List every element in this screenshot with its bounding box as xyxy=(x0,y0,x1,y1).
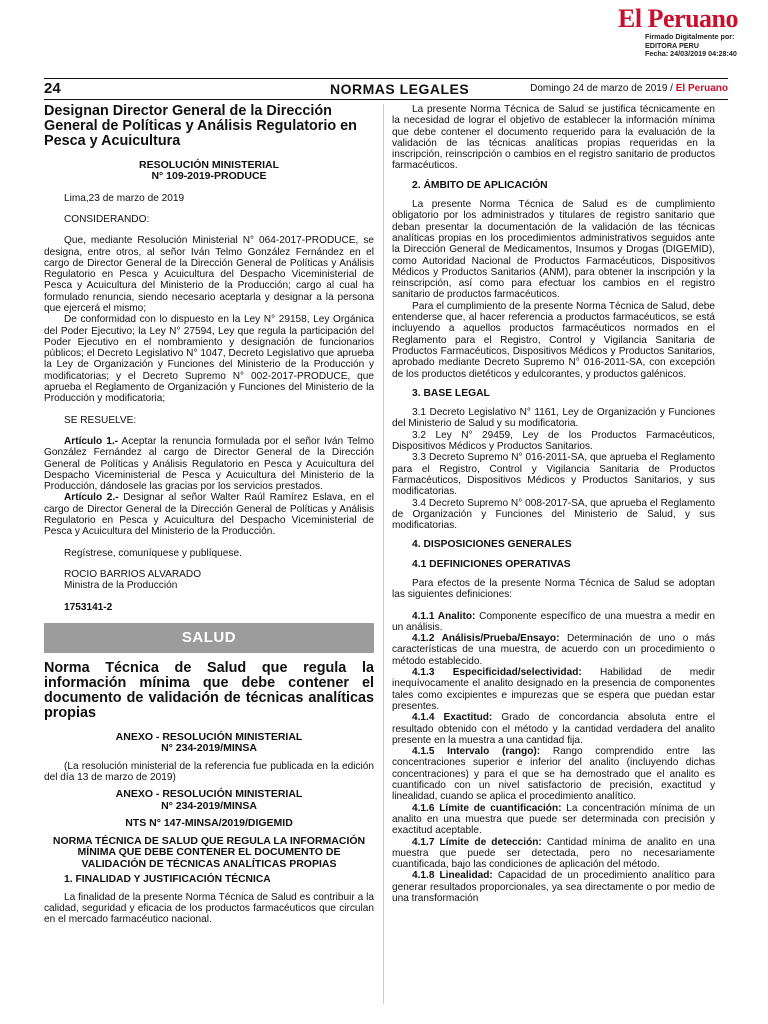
section-title: NORMAS LEGALES xyxy=(330,81,470,97)
definition-text: Habilidad de medir inequívocamente el analito designado en la presencia de componentes tales como excipientes e impurezas que se espera que puedan estar presentes. xyxy=(392,667,715,712)
article-2-label: Artículo 2.- xyxy=(64,492,119,504)
paragraph: De conformidad con lo dispuesto en la Ley N° 29158, Ley Orgánica del Poder Ejecutivo; la Ley N° 27594, Ley que regula la participación del Poder Ejecutivo en el nombramiento y designación de funcionarios públicos; el Decreto Legislativo N° 1047, Decreto Legislativo que aprueba la Ley de Organización y Funciones del Ministerio de la Producción y modificatorias; y el Decreto Supremo N° 002-2017-PRODUCE, que aprueba el Reglamento de Organización y Funciones del Ministerio de la Producción y modificatoria; xyxy=(44,314,374,405)
section-heading: 1. FINALIDAD Y JUSTIFICACIÓN TÉCNICA xyxy=(64,874,271,886)
el-peruano-logo: El Peruano xyxy=(618,4,738,33)
legal-basis-item: 3.1 Decreto Legislativo N° 1161, Ley de Organización y Funciones del Ministerio de Salud y su modificatoria. xyxy=(392,407,715,430)
definition xyxy=(392,712,715,746)
article-title-1: Designan Director General de la Dirección General de Políticas y Análisis Regulatorio en Pesca y Acuicultura xyxy=(44,104,357,150)
place-date: Lima,23 de marzo de 2019 xyxy=(64,192,185,204)
definition xyxy=(392,667,715,712)
stamp-line: Fecha: 24/03/2019 04:28:40 xyxy=(645,49,737,59)
definition-label: 4.1.8 Linealidad: xyxy=(412,870,493,882)
definition xyxy=(392,803,715,837)
definition-label: 4.1.4 Exactitud: xyxy=(412,712,493,724)
article-1-text: Aceptar la renuncia formulada por el señor Iván Telmo González Fernández al cargo de Director General de la Dirección General de Políticas y Análisis Regulatorio en Pesca y Acuicultura del Despacho Viceministerial de Pesca y Acuicultura del Ministerio de la Producción, dándosele las gracias por los servicios prestados. xyxy=(44,435,374,493)
definition-text: La concentración mínima de un analito en una muestra que puede ser determinada con precisión y exactitud aceptable. xyxy=(392,802,715,837)
right-column xyxy=(392,104,715,1008)
se-resuelve-label: SE RESUELVE: xyxy=(64,414,137,426)
definition-text: Determinación de uno o más características de una muestra, de acuerdo con un procedimiento o método establecido. xyxy=(392,633,715,667)
reference-number: 1753141-2 xyxy=(64,601,113,613)
paragraph: La presente Norma Técnica de Salud es de cumplimiento obligatorio por los administrados y titulares de registro sanitario que deban presentar la documentación de la validación de las técnicas analíticas propias en los procedimientos administrativos seguidos ante la Dirección General de Medicamentos, Insumos y Drogas (DIGEMID), como Autoridad Nacional de Productos Farmacéuticos, Dispositivos Médicos y Productos Sanitarios (ANM), para obtener la inscripción y la reinscripción, así como para efectuar los cambios en el registro sanitario de productos farmacéuticos. xyxy=(392,199,715,301)
subsection-heading: 4.1 DEFINICIONES OPERATIVAS xyxy=(412,558,571,570)
anexo-title: ANEXO - RESOLUCIÓN MINISTERIAL xyxy=(115,730,303,743)
anexo-number: N° 234-2019/MINSA xyxy=(161,799,257,812)
section-heading: 3. BASE LEGAL xyxy=(412,387,490,399)
nts-number: NTS N° 147-MINSA/2019/DIGEMID xyxy=(125,817,293,830)
definition-label: 4.1.6 Límite de cuantificación: xyxy=(412,802,562,814)
page-number: 24 xyxy=(44,80,61,97)
anexo-title: ANEXO - RESOLUCIÓN MINISTERIAL xyxy=(115,788,303,801)
left-column xyxy=(44,104,374,1008)
legal-basis-item: 3.3 Decreto Supremo N° 016-2011-SA, que aprueba el Reglamento para el Registro, Control y Vigilancia Sanitaria de Productos Farmacéuticos, Dispositivos Médicos y Productos Sanitarios, y sus modificatorias. xyxy=(392,452,715,498)
paragraph: Para efectos de la presente Norma Técnica de Salud se adoptan las siguientes definiciones: xyxy=(392,577,715,601)
legal-basis-item: 3.4 Decreto Supremo N° 008-2017-SA, que aprueba el Reglamento de Organización y Funciones del Ministerio de Salud, y sus modificatorias. xyxy=(392,497,715,532)
definition-text: Componente específico de una muestra a medir en un análisis. xyxy=(392,610,715,633)
page-header xyxy=(44,78,728,100)
norma-heading: NORMA TÉCNICA DE SALUD QUE REGULA LA INFORMACIÓN MÍNIMA QUE DEBE CONTENER EL DOCUMENTO DE VALIDACIÓN DE TÉCNICAS ANALÍTICAS PROPIAS xyxy=(52,834,366,870)
anexo-number: N° 234-2019/MINSA xyxy=(161,742,257,755)
definition-text: Capacidad de un procedimiento analítico para generar resultados proporcionales, ya sea directamente o por medio de una transformación xyxy=(392,870,715,904)
publication-note: (La resolución ministerial de la referencia fue publicada en la edición del día 13 de marzo de 2019) xyxy=(44,760,374,783)
resolution-title: RESOLUCIÓN MINISTERIAL xyxy=(138,158,279,171)
article-1-label: Artículo 1.- xyxy=(64,435,118,447)
definition-label: 4.1.1 Analito: xyxy=(412,610,476,622)
article-1 xyxy=(44,436,374,492)
signer-name: ROCIO BARRIOS ALVARADO xyxy=(64,568,202,580)
resolution-number: N° 109-2019-PRODUCE xyxy=(151,170,267,183)
header-date xyxy=(530,83,728,94)
section-heading: 4. DISPOSICIONES GENERALES xyxy=(412,539,572,551)
definition xyxy=(392,611,715,634)
paragraph: La presente Norma Técnica de Salud se justifica técnicamente en la necesidad de lograr el objetivo de establecer la información mínima que debe contener el documento requerido para la evaluación de la validación de las técnicas analíticas propias requeridas en la inscripción, reinscripción o cambios en el registro sanitario de productos farmacéuticos. xyxy=(392,104,715,172)
signer-title: Ministra de la Producción xyxy=(64,580,178,592)
definition xyxy=(392,870,715,904)
article-2 xyxy=(44,492,374,537)
paragraph: Que, mediante Resolución Ministerial N° 064-2017-PRODUCE, se designa, entre otros, al señor Iván Telmo González Fernández en el cargo de Director General de la Dirección General de Políticas y Análisis Regulatorio en Pesca y Acuicultura del Despacho Viceministerial de Pesca y Acuicultura del Ministerio de la Producción; cargo al cual ha formulado renuncia, siendo necesario aceptarla y designar a la persona que ejercerá el mismo; xyxy=(44,235,374,314)
definition-label: 4.1.2 Análisis/Prueba/Ensayo: xyxy=(412,633,560,645)
masthead xyxy=(0,0,768,72)
paragraph: La finalidad de la presente Norma Técnica de Salud es contribuir a la calidad, seguridad y eficacia de los productos farmacéuticos que circulan en el mercado farmacéutico nacional. xyxy=(44,891,374,926)
column-divider xyxy=(383,104,384,1004)
definition-label: 4.1.7 Límite de detección: xyxy=(412,836,542,848)
header-brand: El Peruano xyxy=(675,83,728,94)
definition xyxy=(392,837,715,871)
definition xyxy=(392,633,715,667)
definition-text: Cantidad mínima de analito en una muestra que puede ser detectada, pero no necesariamente cuantificada, bajo las condiciones de aplicación del método. xyxy=(392,836,715,871)
date-text: Domingo 24 de marzo de 2019 / xyxy=(530,83,673,94)
section-heading: 2. ÁMBITO DE APLICACIÓN xyxy=(412,179,548,191)
definition-text: Grado de concordancia absoluta entre el resultado obtenido con el método y la cantidad verdadera del analito presente en la muestra a una cantidad fija. xyxy=(392,712,715,746)
registrese: Regístrese, comuníquese y publíquese. xyxy=(64,547,242,559)
paragraph: Para el cumplimiento de la presente Norma Técnica de Salud, debe entenderse que, al hacer referencia a productos farmacéuticos, se está incluyendo a aquellos productos farmacéuticos normados en el Reglamento para el Registro, Control y Vigilancia Sanitaria de Productos Farmacéuticos, Dispositivos Médicos y Productos Sanitarios, aprobado mediante Decreto Supremo N° 016-2011-SA, con excepción de los productos dietéticos y edulcorantes, y productos galénicos. xyxy=(392,300,715,380)
definition-label: 4.1.5 Intervalo (rango): xyxy=(412,746,541,758)
definition-text: Rango comprendido entre las concentraciones superior e inferior del analito (incluyendo dichas concentraciones) y para el que se ha demostrado que el analito es cuantificado con un nivel satisfactorio de precisión, exactitud y linealidad, cuando se aplica el procedimiento analítico. xyxy=(392,746,715,803)
considerando-label: CONSIDERANDO: xyxy=(64,213,150,225)
salud-banner: SALUD xyxy=(44,623,374,653)
definition-label: 4.1.3 Especificidad/selectividad: xyxy=(412,667,582,679)
article-2-text: Designar al señor Walter Raúl Ramírez Eslava, en el cargo de Director General de la Dirección General de Políticas y Análisis Regulatorio en Pesca y Acuicultura del Despacho Viceministerial de Pesca y Acuicultura del Ministerio de la Producción. xyxy=(44,492,374,538)
stamp-line: Firmado Digitalmente por: xyxy=(645,32,735,41)
stamp-line: EDITORA PERU xyxy=(645,40,699,50)
article-title-2: Norma Técnica de Salud que regula la información mínima que debe contener el documento de validación de técnicas analíticas propias xyxy=(44,659,374,722)
definition xyxy=(392,746,715,802)
legal-basis-item: 3.2 Ley N° 29459, Ley de los Productos Farmacéuticos, Dispositivos Médicos y Productos Sanitarios. xyxy=(392,429,715,453)
digital-signature-stamp xyxy=(645,33,737,59)
